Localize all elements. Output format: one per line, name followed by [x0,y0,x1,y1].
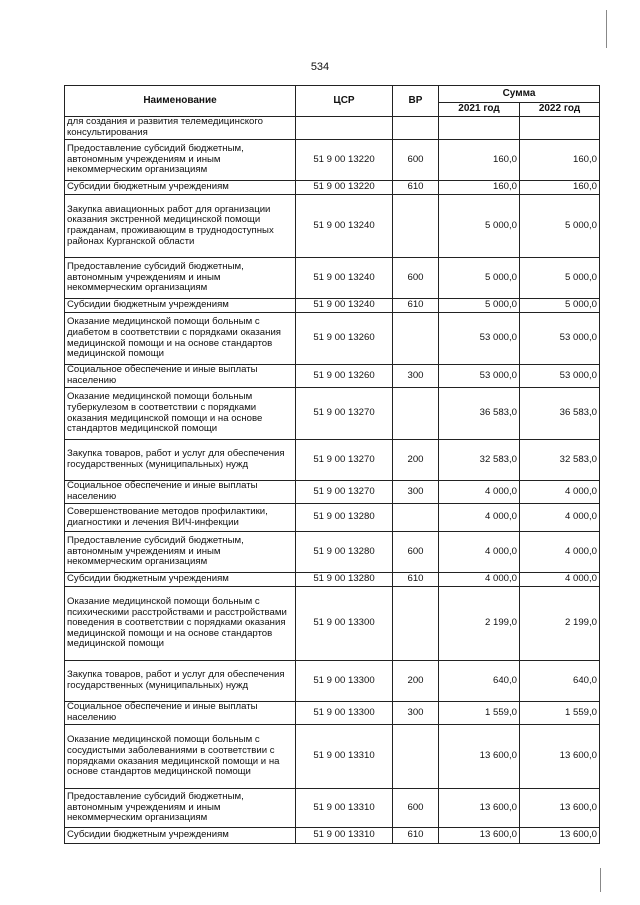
row-vr [393,725,439,789]
row-csr: 51 9 00 13300 [296,702,393,725]
table-row [65,702,600,725]
row-name: Оказание медицинской помощи больным с сосудистыми заболеваниями в соответствии с порядками оказания медицинской помощи и на основе стандартов медицинской помощи [65,725,296,789]
row-vr [393,504,439,532]
row-vr: 610 [393,828,439,844]
row-vr: 300 [393,481,439,504]
row-sum-2022: 4 000,0 [520,504,600,532]
row-sum-2022: 4 000,0 [520,532,600,573]
header-year-2022: 2022 год [520,103,600,117]
row-vr: 600 [393,140,439,181]
row-name: Закупка авиационных работ для организации оказания экстренной медицинской помощи гражданам, проживающим в труднодоступных районах Курганской области [65,195,296,258]
row-sum-2021: 640,0 [439,661,520,702]
table-row [65,195,600,258]
row-name: Социальное обеспечение и иные выплаты населению [65,365,296,388]
table-row [65,661,600,702]
row-csr: 51 9 00 13310 [296,828,393,844]
row-csr: 51 9 00 13270 [296,481,393,504]
row-name: Оказание медицинской помощи больным туберкулезом в соответствии с порядками оказания медицинской помощи и на основе стандартов медицинской помощи [65,388,296,440]
row-sum-2022: 4 000,0 [520,573,600,587]
row-sum-2022: 13 600,0 [520,725,600,789]
row-csr: 51 9 00 13280 [296,573,393,587]
row-sum-2022: 5 000,0 [520,258,600,299]
row-sum-2022: 4 000,0 [520,481,600,504]
row-sum-2021: 5 000,0 [439,258,520,299]
row-sum-2022: 32 583,0 [520,440,600,481]
row-sum-2021: 5 000,0 [439,195,520,258]
row-csr: 51 9 00 13280 [296,532,393,573]
row-sum-2022: 1 559,0 [520,702,600,725]
row-sum-2021: 4 000,0 [439,573,520,587]
row-sum-2021: 53 000,0 [439,313,520,365]
row-sum-2021: 13 600,0 [439,789,520,828]
row-sum-2021: 53 000,0 [439,365,520,388]
table-row [65,828,600,844]
row-csr: 51 9 00 13280 [296,504,393,532]
row-sum-2021: 32 583,0 [439,440,520,481]
row-vr: 300 [393,702,439,725]
row-name: Оказание медицинской помощи больным с психическими расстройствами и расстройствами поведения в соответствии с порядками оказания медицинской помощи и на основе стандартов медицинской помощи [65,587,296,661]
row-vr: 610 [393,181,439,195]
header-vr: ВР [393,86,439,117]
row-name: Субсидии бюджетным учреждениям [65,828,296,844]
row-vr [393,313,439,365]
row-vr: 610 [393,299,439,313]
row-vr: 200 [393,440,439,481]
row-vr: 600 [393,532,439,573]
row-name: Социальное обеспечение и иные выплаты населению [65,481,296,504]
row-name: Закупка товаров, работ и услуг для обеспечения государственных (муниципальных) нужд [65,440,296,481]
row-csr: 51 9 00 13240 [296,258,393,299]
row-csr: 51 9 00 13270 [296,388,393,440]
row-sum-2021: 2 199,0 [439,587,520,661]
header-sum: Сумма [439,86,600,103]
page-number: 534 [310,61,330,73]
scan-edge-mark [600,868,601,892]
table-row [65,117,600,140]
table-row [65,388,600,440]
header-name: Наименование [65,86,296,117]
row-vr [393,195,439,258]
table-row [65,313,600,365]
row-sum-2021: 4 000,0 [439,504,520,532]
table-row [65,299,600,313]
row-sum-2021: 13 600,0 [439,725,520,789]
row-sum-2021: 1 559,0 [439,702,520,725]
row-vr: 610 [393,573,439,587]
row-vr [393,388,439,440]
row-sum-2022: 13 600,0 [520,789,600,828]
row-vr [393,117,439,140]
row-name: Субсидии бюджетным учреждениям [65,181,296,195]
row-sum-2022: 13 600,0 [520,828,600,844]
row-vr: 200 [393,661,439,702]
row-name: Совершенствование методов профилактики, диагностики и лечения ВИЧ-инфекции [65,504,296,532]
row-vr: 600 [393,258,439,299]
row-name: Предоставление субсидий бюджетным, автономным учреждениям и иным некоммерческим организациям [65,140,296,181]
row-sum-2022: 53 000,0 [520,365,600,388]
row-csr: 51 9 00 13270 [296,440,393,481]
row-sum-2021: 4 000,0 [439,532,520,573]
row-sum-2022: 160,0 [520,181,600,195]
scan-edge-mark [606,10,607,48]
row-sum-2022 [520,117,600,140]
row-csr: 51 9 00 13300 [296,587,393,661]
row-csr: 51 9 00 13300 [296,661,393,702]
budget-table [64,85,600,844]
row-sum-2021: 160,0 [439,140,520,181]
row-sum-2022: 2 199,0 [520,587,600,661]
row-name: Закупка товаров, работ и услуг для обеспечения государственных (муниципальных) нужд [65,661,296,702]
row-name: Предоставление субсидий бюджетным, автономным учреждениям и иным некоммерческим организациям [65,258,296,299]
row-sum-2021: 36 583,0 [439,388,520,440]
row-sum-2022: 53 000,0 [520,313,600,365]
table-row [65,504,600,532]
row-sum-2021: 5 000,0 [439,299,520,313]
row-csr: 51 9 00 13310 [296,725,393,789]
row-csr: 51 9 00 13220 [296,181,393,195]
table-row [65,573,600,587]
table-row [65,725,600,789]
table-row [65,181,600,195]
row-sum-2022: 5 000,0 [520,299,600,313]
header-csr: ЦСР [296,86,393,117]
row-sum-2022: 5 000,0 [520,195,600,258]
row-csr: 51 9 00 13220 [296,140,393,181]
row-vr [393,587,439,661]
row-name: Предоставление субсидий бюджетным, автономным учреждениям и иным некоммерческим организациям [65,532,296,573]
table-row [65,258,600,299]
table-row [65,365,600,388]
header-row [65,86,600,103]
row-csr [296,117,393,140]
row-csr: 51 9 00 13240 [296,299,393,313]
table-row [65,532,600,573]
row-name: Предоставление субсидий бюджетным, автономным учреждениям и иным некоммерческим организациям [65,789,296,828]
table-row [65,440,600,481]
table-row [65,587,600,661]
row-sum-2021: 13 600,0 [439,828,520,844]
row-sum-2022: 36 583,0 [520,388,600,440]
row-csr: 51 9 00 13310 [296,789,393,828]
row-name: Субсидии бюджетным учреждениям [65,573,296,587]
row-sum-2022: 160,0 [520,140,600,181]
row-sum-2022: 640,0 [520,661,600,702]
table-row [65,789,600,828]
table-body [65,117,600,844]
row-csr: 51 9 00 13260 [296,365,393,388]
header-year-2021: 2021 год [439,103,520,117]
row-name: Оказание медицинской помощи больным с диабетом в соответствии с порядками оказания медицинской помощи и на основе стандартов медицинской помощи [65,313,296,365]
row-csr: 51 9 00 13240 [296,195,393,258]
row-name: для создания и развития телемедицинского консультирования [65,117,296,140]
row-sum-2021: 4 000,0 [439,481,520,504]
table-row [65,481,600,504]
table-row [65,140,600,181]
row-csr: 51 9 00 13260 [296,313,393,365]
row-name: Субсидии бюджетным учреждениям [65,299,296,313]
row-vr: 600 [393,789,439,828]
row-vr: 300 [393,365,439,388]
row-sum-2021: 160,0 [439,181,520,195]
row-name: Социальное обеспечение и иные выплаты населению [65,702,296,725]
row-sum-2021 [439,117,520,140]
